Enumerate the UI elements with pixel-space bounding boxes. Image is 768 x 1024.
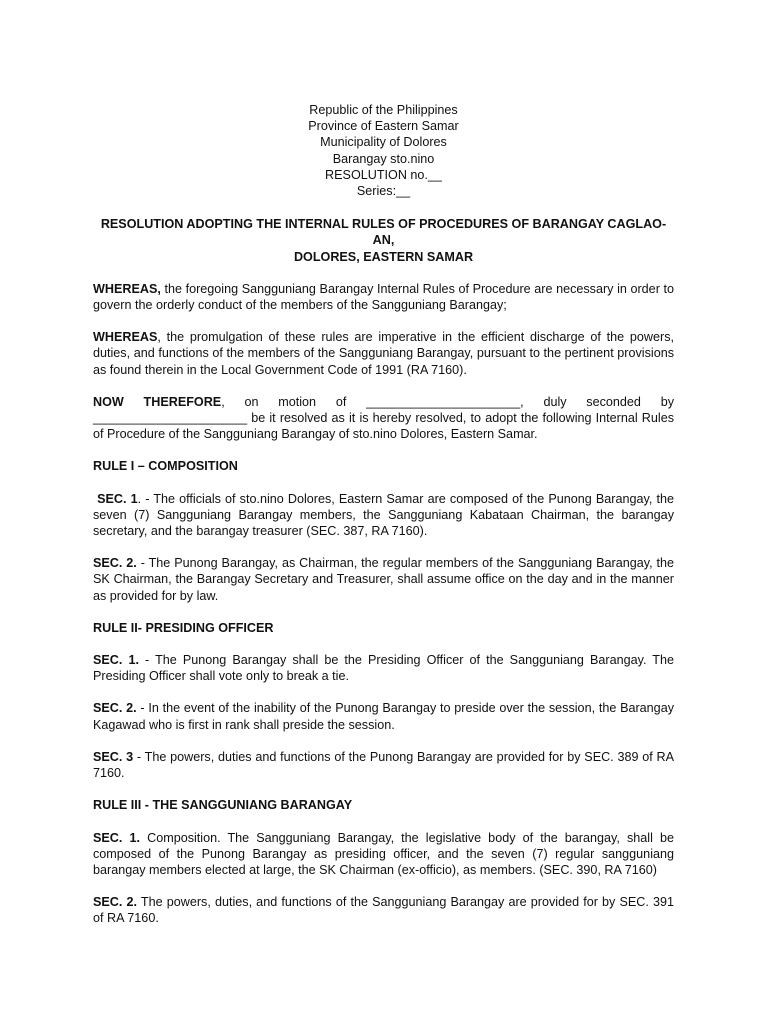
now-therefore-text: , on motion of ______________________, duly seconded by ______________________ be it resolved as it is hereby resolved, to adopt the following Internal Rules of Procedure of the Sangguniang Barangay of sto.nino Dolores, Eastern Samar. [93, 394, 674, 442]
rule-1-sec-2-text: - The Punong Barangay, as Chairman, the regular members of the Sangguniang Barangay, the SK Chairman, the Barangay Secretary and Treasurer, shall assume office on the day and in the manner as provided for by law. [93, 556, 674, 603]
whereas-paragraph-2 [93, 329, 674, 378]
whereas-text-1: the foregoing Sangguniang Barangay Internal Rules of Procedure are necessary in order to govern the orderly conduct of the members of the Sangguniang Barangay; [93, 281, 674, 313]
rule-2-sec-3-text: - The powers, duties and functions of the Punong Barangay are provided for by SEC. 389 of RA 7160. [93, 749, 674, 781]
rule-3-sec-1 [93, 830, 674, 879]
rule-2-sec-1-text: - The Punong Barangay shall be the Presiding Officer of the Sangguniang Barangay. The Presiding Officer shall vote only to break a tie. [93, 653, 675, 684]
header-line-series: Series:__ [356, 184, 411, 199]
rule-1-sec-1-lead: SEC. 1 [97, 491, 138, 506]
header-line-municipality: Municipality of Dolores [320, 135, 447, 150]
rule-2-heading: RULE II- PRESIDING OFFICER [93, 620, 274, 635]
rule-1-sec-2-lead: SEC. 2. [93, 556, 137, 571]
resolution-title [93, 216, 674, 265]
rule-3-sec-2-text: The powers, duties, and functions of the Sangguniang Barangay are provided for by SEC. 391 of RA 7160. [93, 895, 674, 926]
rule-3-sec-1-text: Composition. The Sangguniang Barangay, the legislative body of the barangay, shall be composed of the Punong Barangay as presiding officer, and the seven (7) regular sangguniang barangay members elected at large, the SK Chairman (ex-officio), as members. (SEC. 390, RA 7160) [93, 830, 674, 877]
rule-3-sec-2-lead: SEC. 2. [93, 895, 138, 910]
rule-1-heading: RULE I – COMPOSITION [93, 459, 238, 474]
rule-1-sec-1-text: . - The officials of sto.nino Dolores, Eastern Samar are composed of the Punong Barangay, the seven (7) Sangguniang Barangay members, the Sangguniang Kabataan Chairman, the barangay secretary, and the barangay treasurer (SEC. 387, RA 7160). [93, 491, 674, 539]
header-line-resolution-no: RESOLUTION no.__ [325, 167, 442, 182]
rule-2-sec-3-lead: SEC. 3 [93, 749, 134, 764]
header-line-barangay: Barangay sto.nino [332, 151, 435, 166]
rule-2-sec-3 [93, 749, 674, 781]
whereas-lead-1: WHEREAS, [93, 281, 161, 296]
document-header [93, 102, 674, 199]
rule-2-sec-2-text: - In the event of the inability of the Punong Barangay to preside over the session, the Barangay Kagawad who is first in rank shall preside the session. [93, 701, 674, 732]
resolution-title-line-1: RESOLUTION ADOPTING THE INTERNAL RULES OF PROCEDURES OF BARANGAY CAGLAO-AN, [100, 217, 667, 248]
rule-3-sec-1-lead: SEC. 1. [93, 830, 140, 845]
rule-2-sec-1-lead: SEC. 1. [93, 653, 139, 668]
whereas-lead-2: WHEREAS [93, 330, 158, 345]
document-page [93, 102, 674, 927]
header-line-province: Province of Eastern Samar [308, 119, 459, 134]
now-therefore-lead: NOW THEREFORE [93, 394, 222, 409]
rule-1-sec-2 [93, 555, 674, 604]
rule-2-sec-2 [93, 700, 674, 732]
rule-3-sec-2 [93, 894, 674, 926]
rule-2-sec-1 [93, 652, 674, 684]
rule-3-heading: RULE III - THE SANGGUNIANG BARANGAY [93, 798, 353, 813]
whereas-paragraph-1 [93, 281, 674, 313]
rule-2-sec-2-lead: SEC. 2. [93, 701, 137, 716]
whereas-text-2: , the promulgation of these rules are imperative in the efficient discharge of the powers, duties, and functions of the members of the Sangguniang Barangay, pursuant to the pertinent provisions as found therein in the Local Government Code of 1991 (RA 7160). [93, 330, 674, 377]
resolution-title-line-2: DOLORES, EASTERN SAMAR [293, 249, 474, 264]
now-therefore-paragraph [93, 394, 674, 443]
rule-1-sec-1 [93, 491, 674, 540]
header-line-republic: Republic of the Philippines [309, 103, 458, 117]
